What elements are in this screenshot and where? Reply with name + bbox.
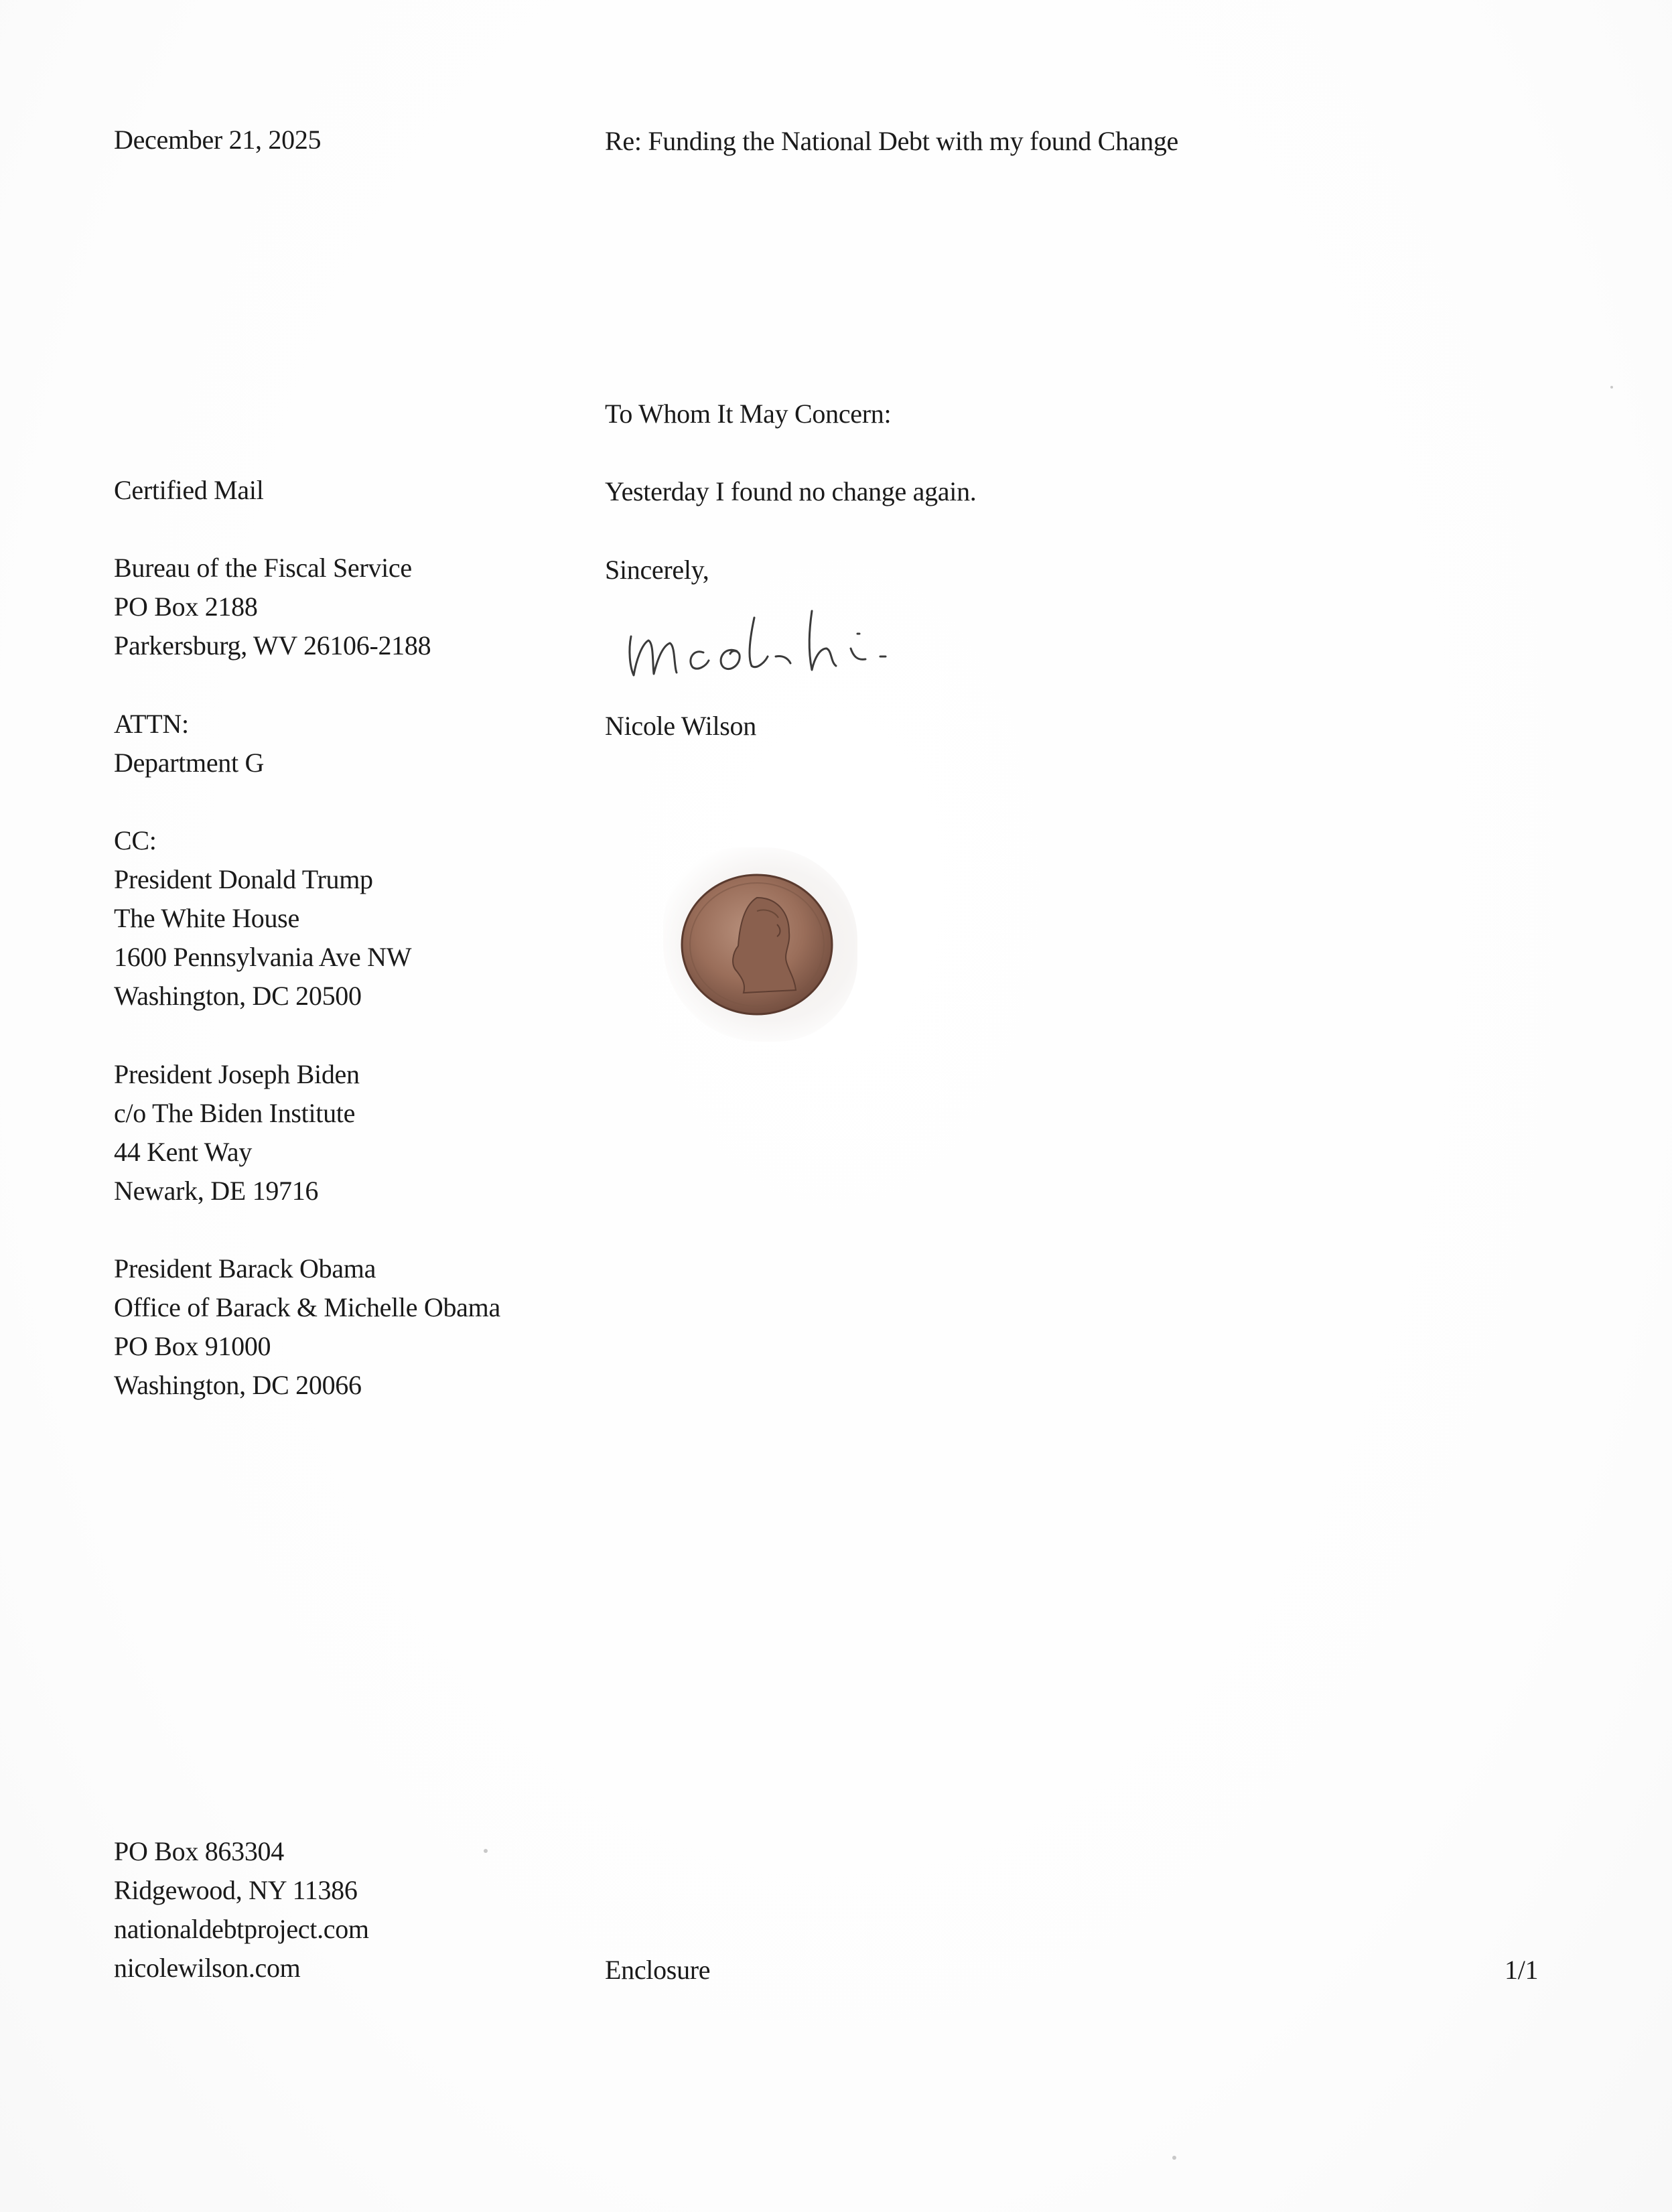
cc-line: PO Box 91000 bbox=[114, 1331, 271, 1361]
cc-line: Washington, DC 20066 bbox=[114, 1370, 362, 1400]
cc-line: 1600 Pennsylvania Ave NW bbox=[114, 942, 412, 972]
enclosure-note: Enclosure bbox=[605, 1955, 711, 1985]
recipient-line: Parkersburg, WV 26106-2188 bbox=[114, 630, 431, 661]
subject-line: Re: Funding the National Debt with my found Change bbox=[605, 126, 1178, 156]
cc-obama bbox=[114, 1249, 500, 1405]
cc-line: Newark, DE 19716 bbox=[114, 1176, 319, 1206]
page-number: 1/1 bbox=[1505, 1955, 1539, 1985]
cc-label: CC: bbox=[114, 825, 157, 855]
sender-address bbox=[114, 1832, 369, 1988]
scan-speck bbox=[1610, 386, 1613, 389]
taped-penny bbox=[663, 847, 857, 1042]
penny-icon bbox=[677, 871, 837, 1018]
cc-line: President Barack Obama bbox=[114, 1253, 376, 1284]
cc-line: Office of Barack & Michelle Obama bbox=[114, 1292, 500, 1322]
cc-line: Washington, DC 20500 bbox=[114, 981, 362, 1011]
sender-line: Ridgewood, NY 11386 bbox=[114, 1875, 358, 1905]
letter-date: December 21, 2025 bbox=[114, 125, 322, 155]
scan-speck bbox=[484, 1849, 488, 1853]
attn-block bbox=[114, 705, 264, 782]
handwritten-signature bbox=[623, 596, 918, 690]
attn-label: ATTN: bbox=[114, 709, 189, 739]
cc-line: c/o The Biden Institute bbox=[114, 1098, 356, 1128]
scan-speck bbox=[1172, 2156, 1176, 2160]
cc-line: 44 Kent Way bbox=[114, 1137, 253, 1167]
closing: Sincerely, bbox=[605, 555, 709, 585]
cc-line: President Donald Trump bbox=[114, 864, 373, 894]
letter-body: Yesterday I found no change again. bbox=[605, 476, 977, 506]
sender-website: nationaldebtproject.com bbox=[114, 1914, 369, 1944]
recipient-line: Bureau of the Fiscal Service bbox=[114, 553, 412, 583]
cc-trump bbox=[114, 821, 411, 1016]
salutation: To Whom It May Concern: bbox=[605, 399, 892, 429]
signer-name: Nicole Wilson bbox=[605, 711, 756, 741]
cc-line: President Joseph Biden bbox=[114, 1059, 360, 1089]
sender-line: PO Box 863304 bbox=[114, 1836, 284, 1866]
cc-line: The White House bbox=[114, 903, 299, 933]
attn-department: Department G bbox=[114, 748, 265, 778]
sender-website: nicolewilson.com bbox=[114, 1953, 301, 1983]
cc-biden bbox=[114, 1055, 360, 1211]
recipient-address bbox=[114, 549, 431, 665]
mail-method: Certified Mail bbox=[114, 475, 264, 505]
recipient-line: PO Box 2188 bbox=[114, 592, 258, 622]
